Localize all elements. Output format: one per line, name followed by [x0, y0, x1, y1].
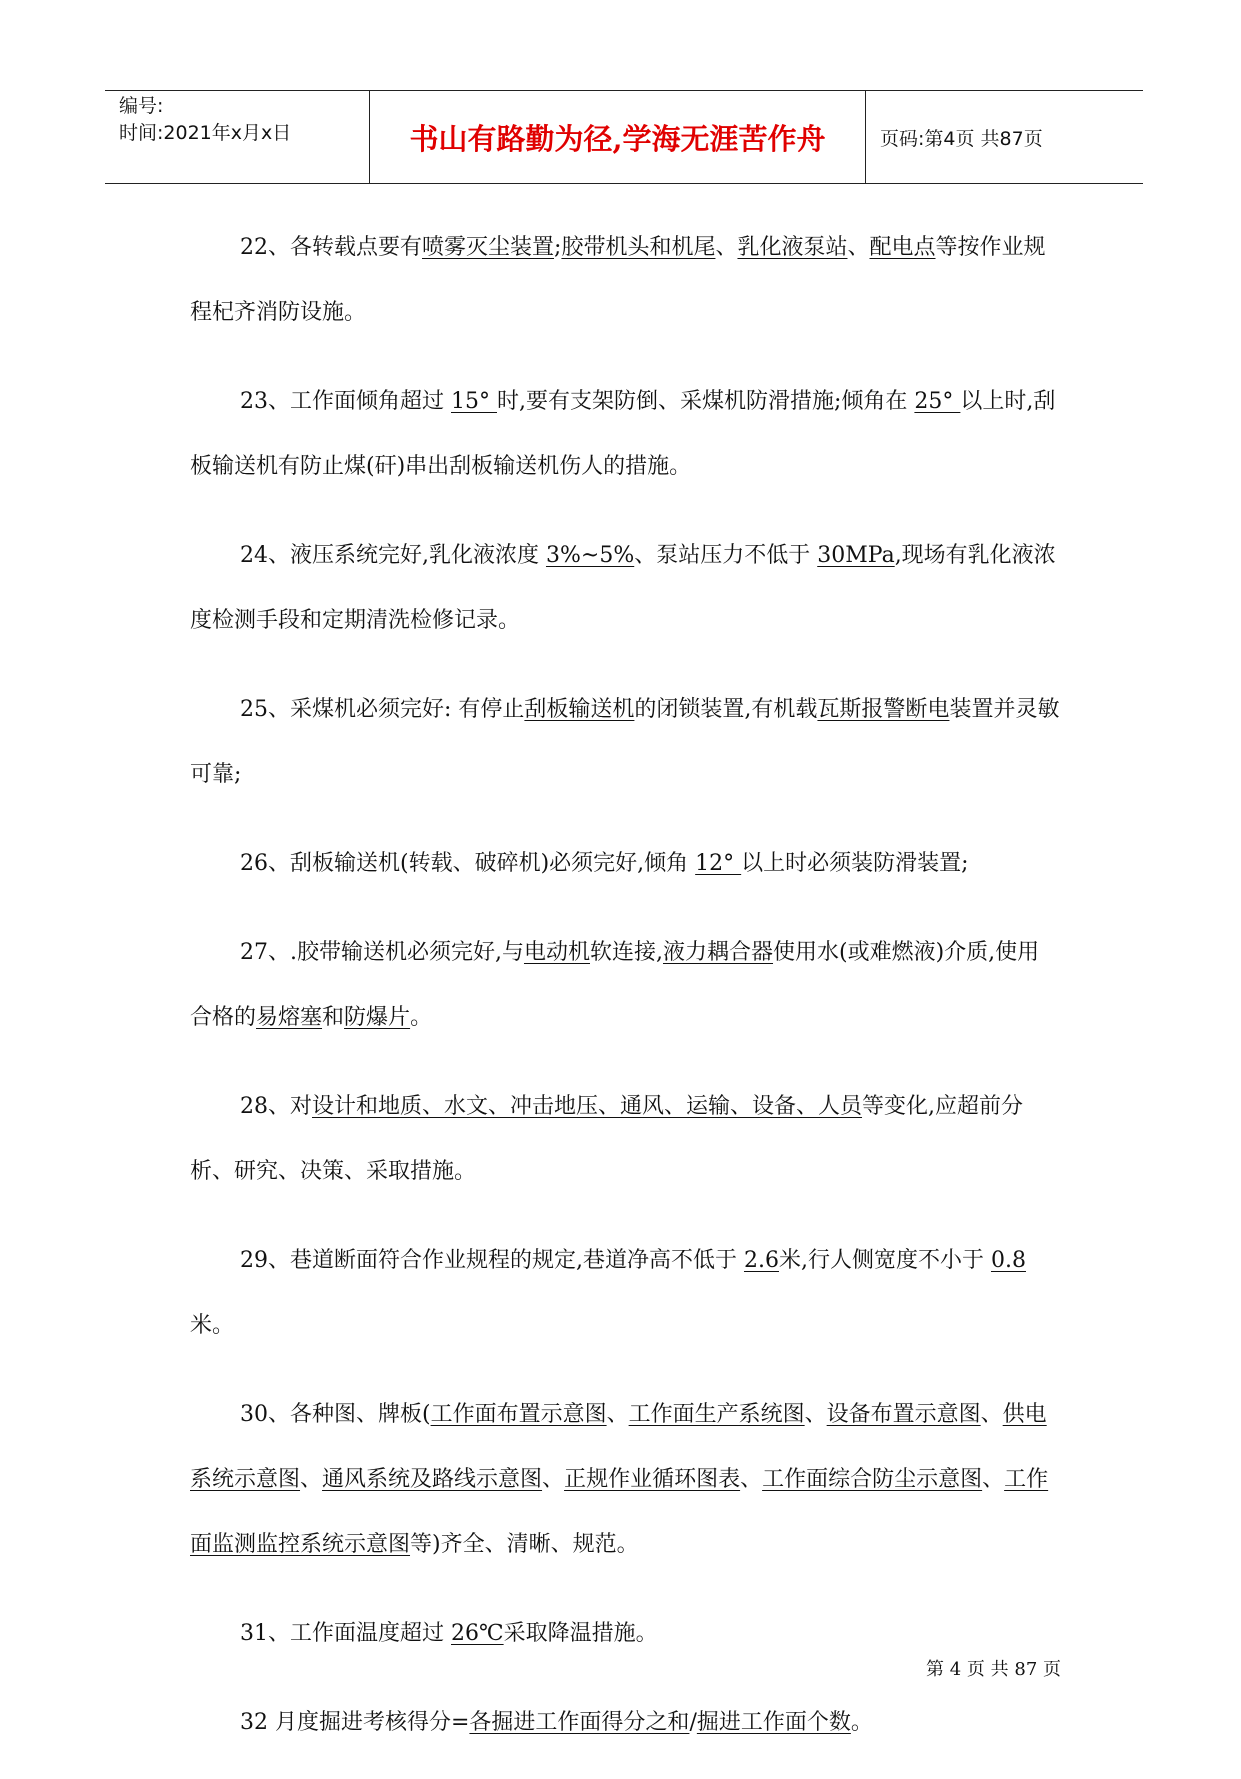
paragraph-p25 — [190, 677, 1060, 807]
paragraph-p24 — [190, 523, 1060, 653]
document-body — [190, 215, 1060, 1779]
paragraph-text: 、 — [740, 1467, 763, 1492]
paragraph-indent — [190, 940, 240, 965]
underlined-text: 设备布置示意图 — [826, 1402, 981, 1427]
paragraph-text: 、 — [982, 1467, 1005, 1492]
underlined-text: 电动机 — [523, 940, 590, 965]
underlined-text: 通风系统及路线示意图 — [322, 1467, 543, 1492]
paragraph-p29 — [190, 1228, 1060, 1358]
paragraph-text: 以上时,刮板输送机有防止煤(矸)串出刮板输送机伤人的措施。 — [190, 389, 1056, 479]
paragraph-indent — [190, 1248, 240, 1273]
document-number-label: 编号: — [119, 95, 164, 117]
document-time-label: 时间:2021年x月x日 — [119, 122, 292, 144]
underlined-text: 2.6 — [743, 1248, 779, 1273]
paragraph-text: 、 — [715, 235, 738, 260]
paragraph-p22 — [190, 215, 1060, 345]
underlined-text: 掘进工作面个数 — [696, 1710, 851, 1735]
paragraph-indent — [190, 543, 240, 568]
paragraph-text: 31、工作面温度超过 — [240, 1621, 451, 1646]
paragraph-p23 — [190, 369, 1060, 499]
underlined-text: 喷雾灭尘装置 — [422, 235, 555, 260]
paragraph-indent — [190, 851, 240, 876]
underlined-text: 防爆片 — [344, 1005, 411, 1030]
paragraph-p27 — [190, 920, 1060, 1050]
paragraph-indent — [190, 697, 240, 722]
paragraph-text: 以上时必须装防滑装置; — [741, 851, 969, 876]
underlined-text: 易熔塞 — [256, 1005, 323, 1030]
paragraph-text: 29、巷道断面符合作业规程的规定,巷道净高不低于 — [240, 1248, 744, 1273]
paragraph-text: 28、对 — [240, 1094, 312, 1119]
paragraph-text: 和 — [322, 1005, 345, 1030]
paragraph-indent — [190, 1402, 240, 1427]
paragraph-text: ; — [554, 235, 562, 260]
paragraph-indent — [190, 1710, 240, 1735]
paragraph-p26 — [190, 831, 1060, 896]
paragraph-text: 、 — [542, 1467, 565, 1492]
underlined-text: 工作面监测监控系统示意图 — [190, 1467, 1049, 1557]
paragraph-text: 的闭锁装置,有机载 — [634, 697, 818, 722]
paragraph-text: 软连接, — [590, 940, 663, 965]
paragraph-text: 等)齐全、清晰、规范。 — [410, 1532, 639, 1557]
paragraph-text: 27、.胶带输送机必须完好,与 — [240, 940, 524, 965]
paragraph-text: 32 月度掘进考核得分= — [240, 1710, 470, 1735]
underlined-text: 正规作业循环图表 — [564, 1467, 741, 1492]
paragraph-text: 、 — [980, 1402, 1003, 1427]
underlined-text: 12° — [695, 851, 742, 876]
underlined-text: 工作面生产系统图 — [628, 1402, 805, 1427]
paragraph-indent — [190, 1094, 240, 1119]
header-page-code: 页码:第4页 共87页 — [880, 127, 1043, 150]
underlined-text: 工作面综合防尘示意图 — [762, 1467, 983, 1492]
underlined-text: 26℃ — [451, 1621, 504, 1646]
underlined-text: 0.8 — [990, 1248, 1026, 1273]
paragraph-text: 米,行人侧宽度不小于 — [778, 1248, 991, 1273]
paragraph-text: 24、液压系统完好,乳化液浓度 — [240, 543, 546, 568]
paragraph-text: 。 — [850, 1710, 873, 1735]
underlined-text: 供电系统示意图 — [190, 1402, 1047, 1492]
paragraph-text: 采取降温措施。 — [503, 1621, 658, 1646]
underlined-text: 乳化液泵站 — [737, 235, 848, 260]
paragraph-text: / — [689, 1710, 697, 1735]
underlined-text: 25° — [914, 389, 961, 414]
paragraph-text: 、 — [804, 1402, 827, 1427]
paragraph-text: 装置并灵敏可靠; — [190, 697, 1060, 787]
paragraph-p32 — [190, 1690, 1060, 1755]
paragraph-text: 、 — [847, 235, 870, 260]
paragraph-text: ,现场有乳化液浓度检测手段和定期清洗检修记录。 — [190, 543, 1056, 633]
paragraph-text: 25、采煤机必须完好: 有停止 — [240, 697, 525, 722]
underlined-text: 设计和地质、水文、冲击地压、通风、运输、设备、人员 — [312, 1094, 863, 1119]
paragraph-text: 等变化,应超前分析、研究、决策、采取措施。 — [190, 1094, 1024, 1184]
underlined-text: 工作面布置示意图 — [430, 1402, 607, 1427]
underlined-text: 液力耦合器 — [663, 940, 774, 965]
header-motto: 书山有路勤为径,学海无涯苦作舟 — [370, 91, 866, 183]
underlined-text: 各掘进工作面得分之和 — [469, 1710, 690, 1735]
paragraph-indent — [190, 235, 240, 260]
paragraph-text: 时,要有支架防倒、采煤机防滑措施;倾角在 — [497, 389, 915, 414]
paragraph-text: 30、各种图、牌板( — [240, 1402, 431, 1427]
paragraph-p28 — [190, 1074, 1060, 1204]
underlined-text: 3%~5% — [545, 543, 635, 568]
underlined-text: 配电点 — [869, 235, 936, 260]
paragraph-text: 、泵站压力不低于 — [634, 543, 818, 568]
paragraph-text: 等按作业规程杞齐消防设施。 — [190, 235, 1046, 325]
paragraph-text: 23、工作面倾角超过 — [240, 389, 451, 414]
paragraph-indent — [190, 389, 240, 414]
paragraph-text: 。 — [410, 1005, 433, 1030]
paragraph-text: 米。 — [190, 1313, 235, 1338]
underlined-text: 胶带机头和机尾 — [561, 235, 716, 260]
paragraph-text: 26、刮板输送机(转载、破碎机)必须完好,倾角 — [240, 851, 696, 876]
underlined-text: 瓦斯报警断电 — [817, 697, 950, 722]
underlined-text: 刮板输送机 — [524, 697, 635, 722]
paragraph-indent — [190, 1621, 240, 1646]
page-footer: 第 4 页 共 87 页 — [926, 1659, 1061, 1680]
underlined-text: 30MPa — [817, 543, 895, 568]
paragraph-text: 、 — [300, 1467, 323, 1492]
paragraph-text: 22、各转载点要有 — [240, 235, 422, 260]
paragraph-text: 、 — [606, 1402, 629, 1427]
paragraph-p30 — [190, 1382, 1060, 1577]
header-meta — [105, 91, 370, 183]
underlined-text: 15° — [451, 389, 497, 414]
paragraph-text: 使用水(或难燃液)介质,使用合格的 — [190, 940, 1040, 1030]
page-header — [105, 90, 1143, 184]
